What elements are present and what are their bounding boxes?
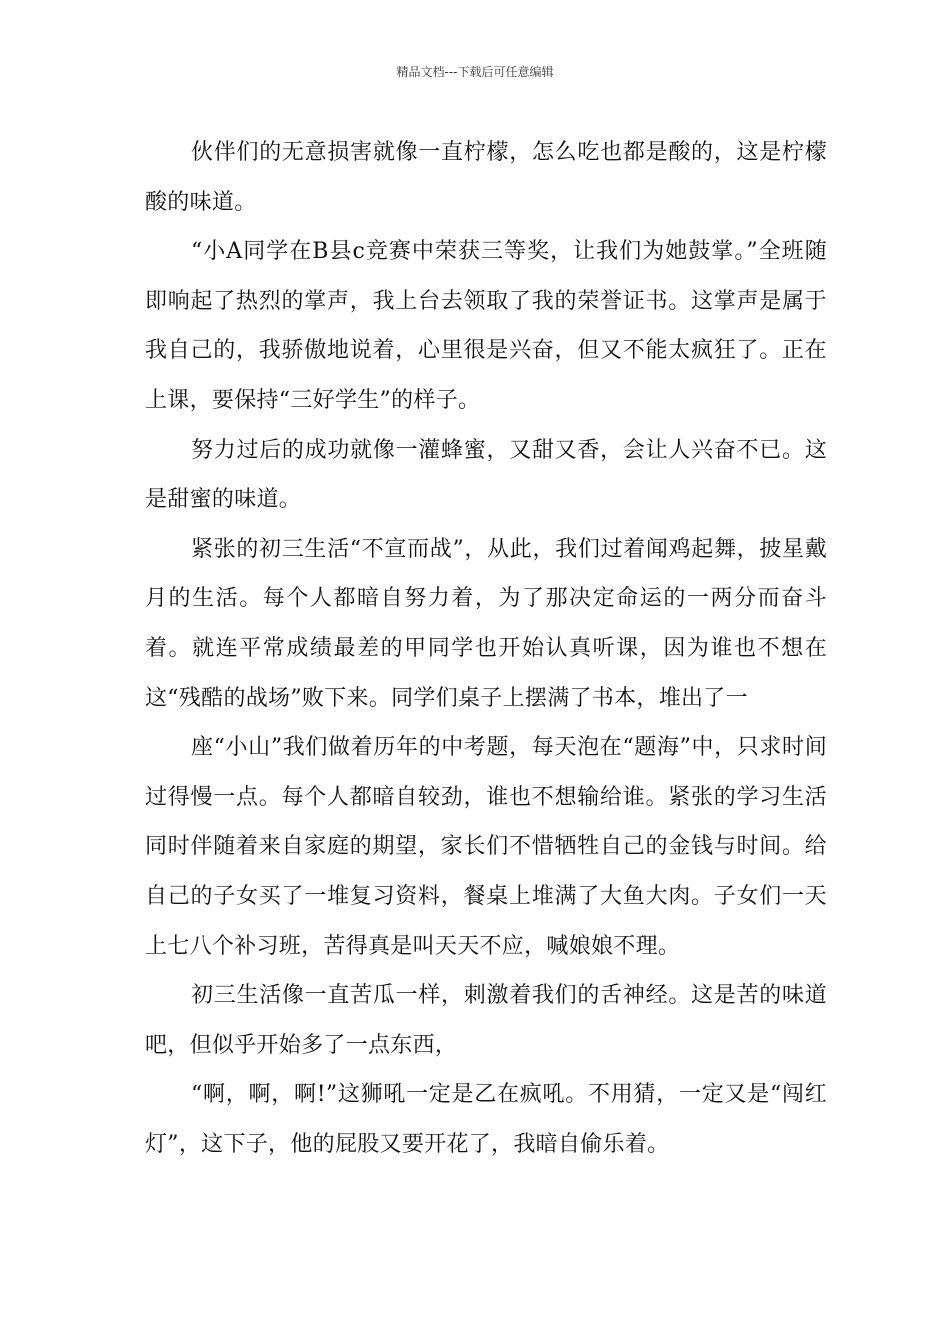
paragraph-5: 座“小山”我们做着历年的中考题，每天泡在“题海”中，只求时间过得慢一点。每个人都暗自较劲，谁也不想输给谁。紧张的学习生活同时伴随着来自家庭的期望，家长们不惜牺牲自己的金钱与时间。给自己的子女买了一堆复习资料，餐桌上堆满了大鱼大肉。子女们一天上七八个补习班，苦得真是叫天天不应，喊娘娘不理。 [145, 735, 827, 959]
paragraph-1: 伙伴们的无意损害就像一直柠檬，怎么吃也都是酸的，这是柠檬酸的味道。 [145, 140, 827, 215]
paragraph-2: “小A同学在B县c竞赛中荣获三等奖，让我们为她鼓掌。”全班随即响起了热烈的掌声，我上台去领取了我的荣誉证书。这掌声是属于我自己的，我骄傲地说着，心里很是兴奋，但又不能太疯狂了。正在上课，要保持“三好学生”的样子。 [145, 239, 827, 413]
paragraph-4: 紧张的初三生活“不宣而战”，从此，我们过着闻鸡起舞，披星戴月的生活。每个人都暗自努力着，为了那决定命运的一两分而奋斗着。就连平常成绩最差的甲同学也开始认真听课，因为谁也不想在这“残酷的战场”败下来。同学们桌子上摆满了书本，堆出了一 [145, 536, 827, 711]
paragraph-6: 初三生活像一直苦瓜一样，刺激着我们的舌神经。这是苦的味道吧，但似乎开始多了一点东西， [145, 983, 827, 1058]
paragraph-7: “啊，啊，啊!”这狮吼一定是乙在疯吼。不用猜，一定又是“闯红灯”，这下子，他的屁股又要开花了，我暗自偷乐着。 [145, 1082, 827, 1157]
paragraph-3: 努力过后的成功就像一灌蜂蜜，又甜又香，会让人兴奋不已。这是甜蜜的味道。 [145, 437, 827, 513]
document-body [145, 128, 827, 1169]
page-header: 精品文档---下载后可任意编辑 [396, 65, 554, 79]
